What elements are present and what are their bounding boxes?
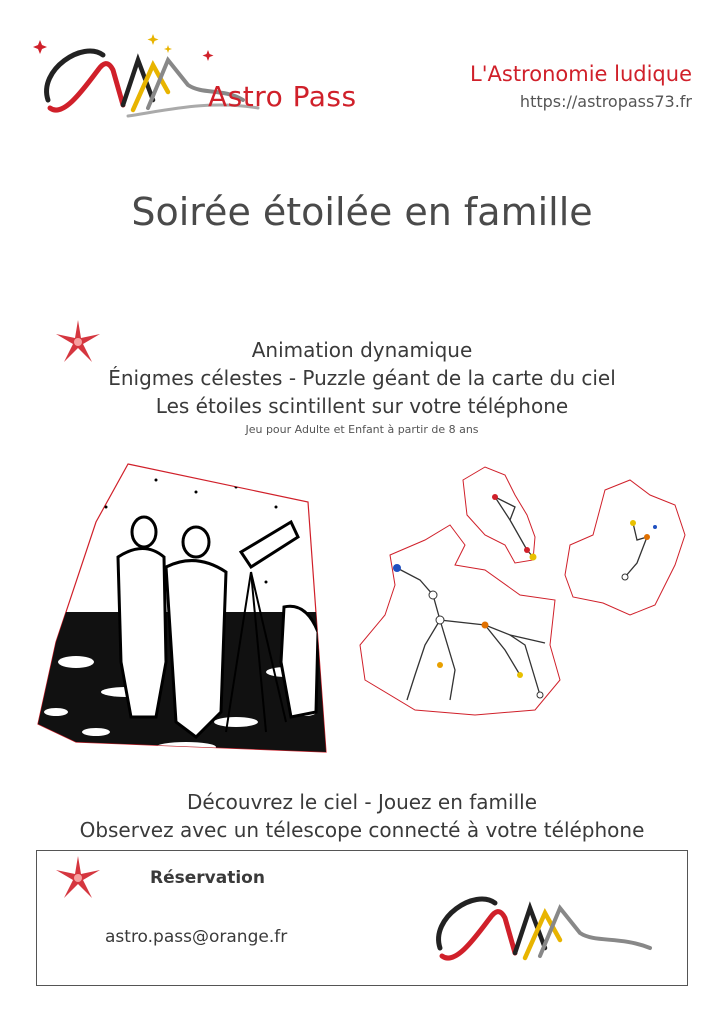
red-star-icon [52, 852, 104, 904]
reservation-email-link[interactable]: astro.pass@orange.fr [105, 927, 288, 947]
feature-line-1: Animation dynamique [251, 338, 473, 362]
cta-line-2: Observez avec un télescope connecté à votre téléphone [79, 818, 645, 842]
constellation-puzzle-illustration [355, 465, 700, 725]
feature-line-2: Énigmes célestes - Puzzle géant de la carte du ciel [108, 366, 616, 390]
website-link[interactable]: https://astropass73.fr [519, 92, 692, 111]
age-note: Jeu pour Adulte et Enfant à partir de 8 ans [245, 423, 479, 436]
astropass-logo-small [420, 878, 660, 968]
tagline: L'Astronomie ludique [470, 62, 692, 86]
cta-line-1: Découvrez le ciel - Jouez en famille [186, 790, 538, 814]
feature-line-3: Les étoiles scintillent sur votre téléphone [155, 394, 569, 418]
brand-name: Astro Pass [208, 80, 357, 113]
reservation-title: Réservation [150, 868, 265, 888]
page-title: Soirée étoilée en famille [131, 190, 593, 234]
family-telescope-photo [36, 462, 328, 762]
